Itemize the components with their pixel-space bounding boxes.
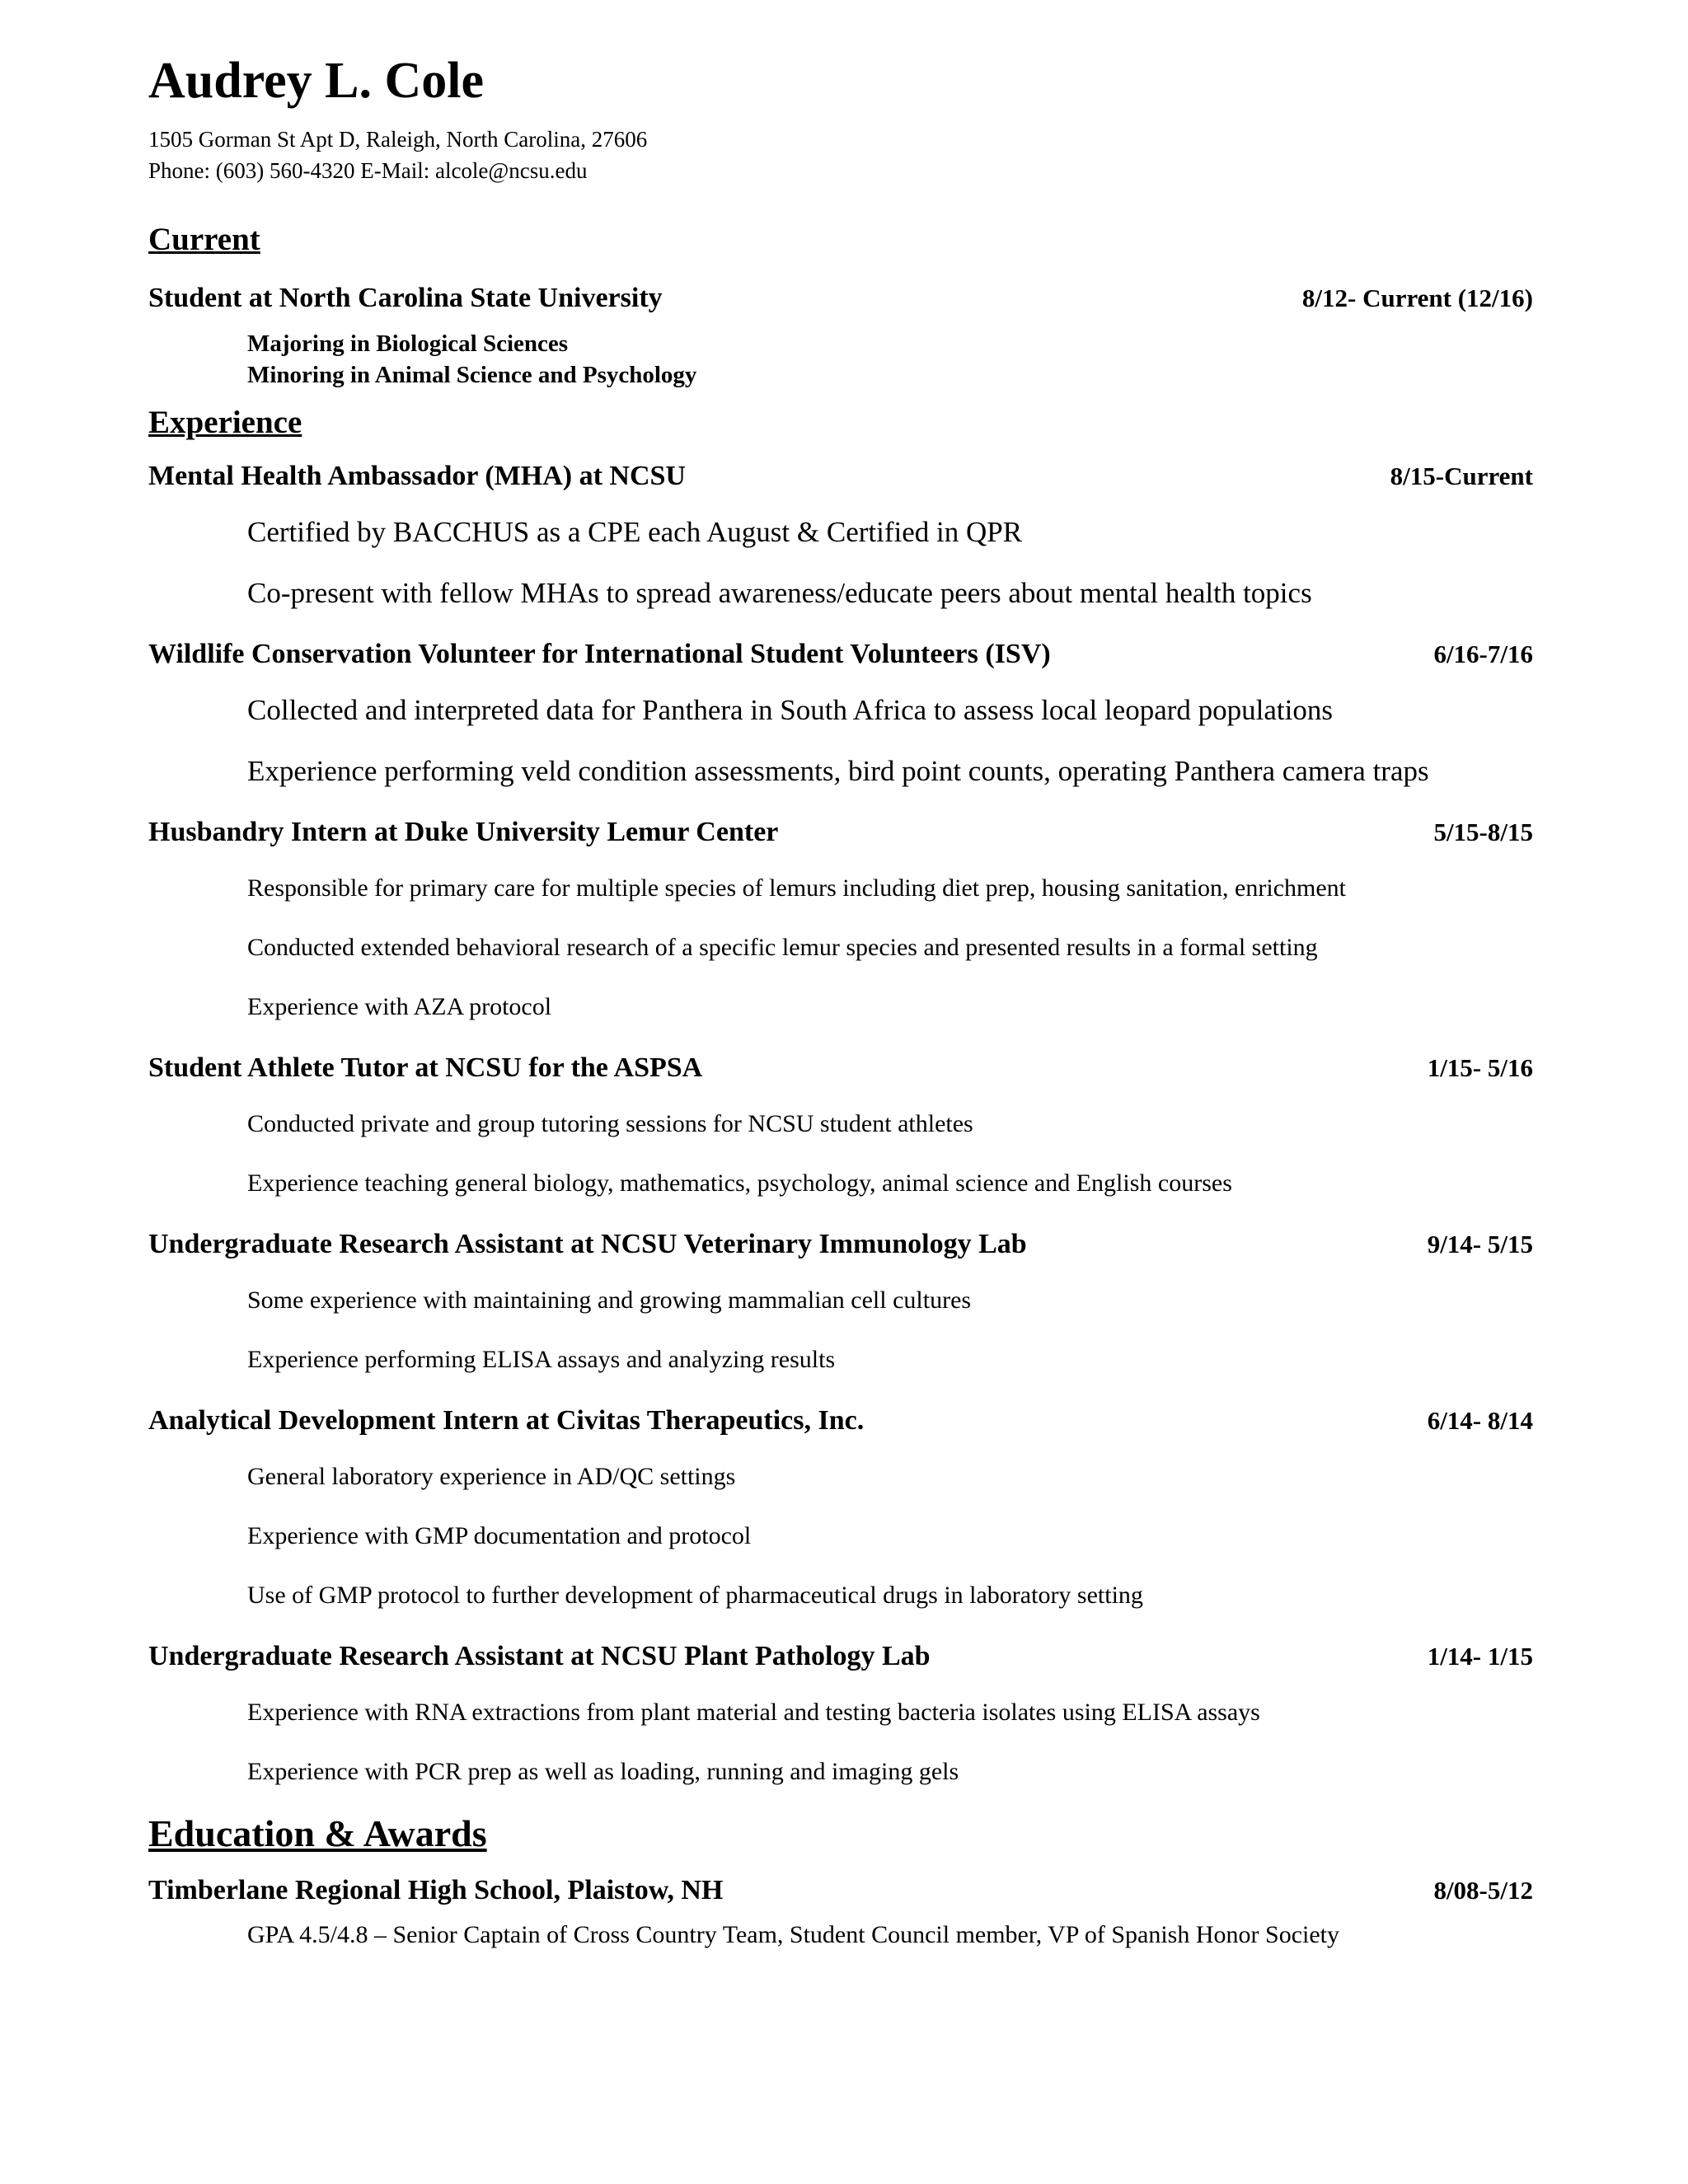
experience-date: 8/15-Current xyxy=(1390,462,1533,490)
experience-bullet: Co-present with fellow MHAs to spread awareness/educate peers about mental health topics xyxy=(247,577,1312,609)
experience-bullet: Experience with AZA protocol xyxy=(247,993,552,1020)
experience-role: Analytical Development Intern at Civitas Therapeutics, Inc. xyxy=(148,1405,865,1436)
experience-date: 9/14- 5/15 xyxy=(1427,1230,1533,1258)
experience-date: 5/15-8/15 xyxy=(1433,818,1533,846)
experience-role: Student Athlete Tutor at NCSU for the ASPSA xyxy=(148,1052,703,1083)
current-date: 8/12- Current (12/16) xyxy=(1301,284,1533,312)
experience-entry xyxy=(148,636,1533,788)
applicant-name: Audrey L. Cole xyxy=(148,53,485,109)
experience-bullet: Some experience with maintaining and growing mammalian cell cultures xyxy=(247,1286,972,1314)
current-entry-head xyxy=(148,280,1533,316)
current-role: Student at North Carolina State University xyxy=(148,283,663,313)
experience-bullet: Collected and interpreted data for Panthera in South Africa to assess local leopard populations xyxy=(247,694,1333,726)
experience-bullet: Experience performing veld condition assessments, bird point counts, operating Panthera camera traps xyxy=(247,755,1429,787)
experience-bullet: Experience with RNA extractions from plant material and testing bacteria isolates using ELISA assays xyxy=(247,1699,1260,1726)
experience-entry xyxy=(148,1226,1533,1376)
experience-entry-head xyxy=(148,458,1533,494)
experience-role: Wildlife Conservation Volunteer for International Student Volunteers (ISV) xyxy=(148,639,1051,669)
experience-bullet: General laboratory experience in AD/QC settings xyxy=(247,1463,736,1490)
experience-date: 6/16-7/16 xyxy=(1433,640,1533,668)
major-line: Majoring in Biological Sciences xyxy=(247,330,569,357)
address-line: 1505 Gorman St Apt D, Raleigh, North Carolina, 27606 xyxy=(148,127,648,152)
experience-entry xyxy=(148,1050,1533,1200)
school-name: Timberlane Regional High School, Plaistow, NH xyxy=(148,1875,724,1905)
contact-block xyxy=(148,124,1533,186)
experience-bullet: Experience with PCR prep as well as loading, running and imaging gels xyxy=(247,1758,959,1785)
experience-date: 1/14- 1/15 xyxy=(1427,1642,1533,1671)
experience-bullet: Experience with GMP documentation and protocol xyxy=(247,1522,752,1549)
experience-role: Mental Health Ambassador (MHA) at NCSU xyxy=(148,461,686,491)
education-section xyxy=(148,1813,1533,1952)
experience-entry-head xyxy=(148,1403,1533,1439)
experience-entry xyxy=(148,1403,1533,1612)
experience-bullet: Responsible for primary care for multiple species of lemurs including diet prep, housing sanitation, enrichment xyxy=(247,874,1346,902)
experience-bullet: Certified by BACCHUS as a CPE each August & Certified in QPR xyxy=(247,516,1023,548)
education-entry-head xyxy=(148,1872,1533,1909)
experience-role: Husbandry Intern at Duke University Lemur Center xyxy=(148,817,779,847)
experience-bullet: Conducted private and group tutoring sessions for NCSU student athletes xyxy=(247,1110,973,1137)
experience-bullet: Experience performing ELISA assays and analyzing results xyxy=(247,1346,836,1373)
experience-role: Undergraduate Research Assistant at NCSU Plant Pathology Lab xyxy=(148,1641,931,1671)
experience-entry-head xyxy=(148,1226,1533,1263)
current-section xyxy=(148,219,1533,391)
experience-entry xyxy=(148,1638,1533,1788)
education-date: 8/08-5/12 xyxy=(1433,1876,1533,1905)
education-section-title: Education & Awards xyxy=(148,1812,487,1854)
experience-entry-head xyxy=(148,1050,1533,1086)
phone-email-line: Phone: (603) 560-4320 E-Mail: alcole@ncsu.edu xyxy=(148,158,588,183)
experience-bullet: Use of GMP protocol to further development of pharmaceutical drugs in laboratory setting xyxy=(247,1582,1143,1609)
experience-date: 1/15- 5/16 xyxy=(1427,1053,1533,1082)
experience-bullet: Experience teaching general biology, mathematics, psychology, animal science and English courses xyxy=(247,1169,1232,1197)
experience-bullet: Conducted extended behavioral research of a specific lemur species and presented results in a formal setting xyxy=(247,934,1318,961)
experience-entry-head xyxy=(148,1638,1533,1675)
experience-entry-head xyxy=(148,636,1533,673)
experience-section-title: Experience xyxy=(148,405,302,440)
resume-page xyxy=(148,49,1533,1952)
current-section-title: Current xyxy=(148,222,260,257)
experience-entry xyxy=(148,814,1533,1024)
education-detail: GPA 4.5/4.8 – Senior Captain of Cross Country Team, Student Council member, VP of Spanish Honor Society xyxy=(247,1921,1339,1948)
experience-entry-head xyxy=(148,814,1533,851)
minor-line: Minoring in Animal Science and Psychology xyxy=(247,362,697,388)
experience-role: Undergraduate Research Assistant at NCSU Veterinary Immunology Lab xyxy=(148,1229,1027,1259)
experience-entry xyxy=(148,458,1533,610)
experience-date: 6/14- 8/14 xyxy=(1427,1406,1533,1435)
experience-section xyxy=(148,402,1533,1788)
